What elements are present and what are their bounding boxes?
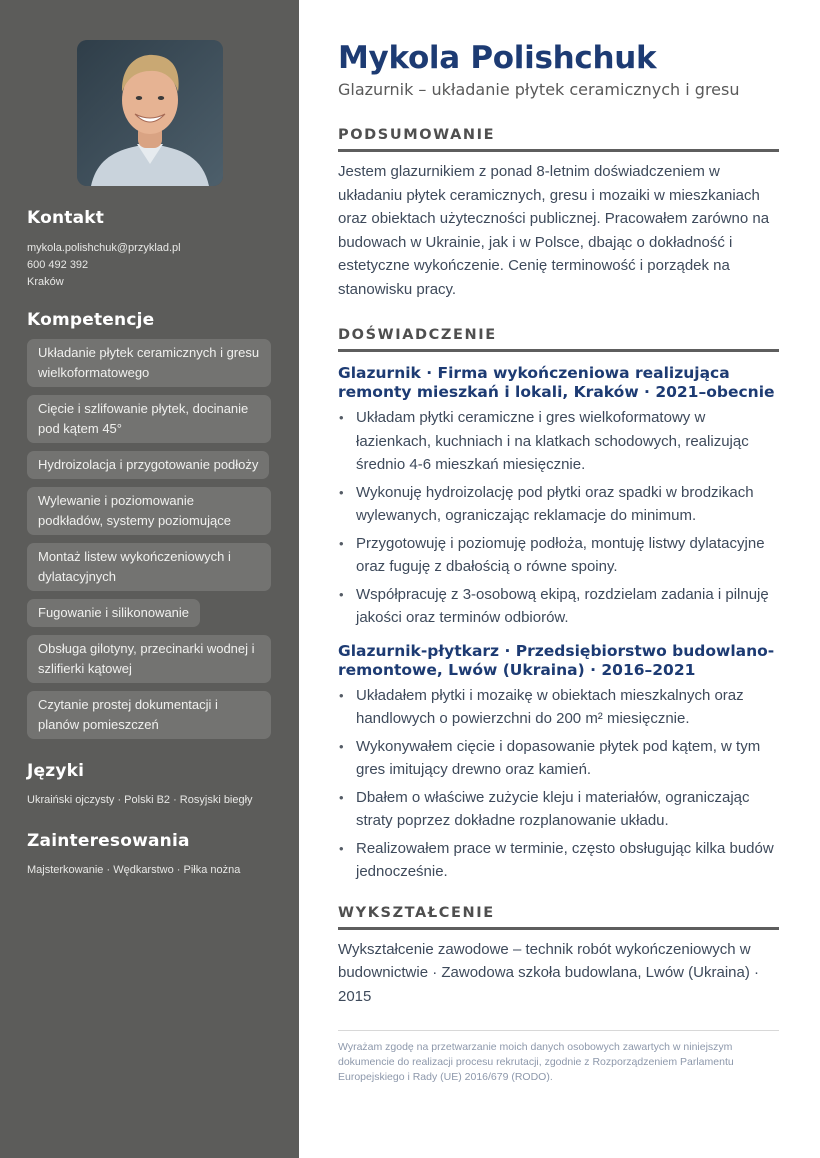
footer-divider: [338, 1030, 779, 1031]
job-bullets: [338, 406, 779, 630]
contact-email[interactable]: mykola.polishchuk@przyklad.pl: [27, 242, 181, 254]
job-title: Glazurnik-płytkarz · Przedsiębiorstwo budowlano-remontowe, Lwów (Ukraina) · 2016–2021: [338, 641, 775, 679]
job-bullets: [338, 684, 779, 884]
contact-heading: Kontakt: [27, 208, 105, 228]
languages-text: Ukraiński ojczysty · Polski B2 · Rosyjski biegły: [27, 794, 253, 806]
summary-text: Jestem glazurnikiem z ponad 8-letnim doświadczeniem w układaniu płytek ceramicznych, gresu i mozaiki w mieszkaniach oraz obiektach użyteczności publicznej. Pracowałem zarówno na budowach w Ukrainie, jak i w Polsce, dbając o dokładność i estetyczne wykończenie. Cenię terminowość i porządek na stanowisku pracy.: [338, 163, 770, 298]
job-bullet: • Przygotowuję i poziomuję podłoża, montuję listwy dylatacyjne oraz fuguję z dbałością o równe spoiny.: [338, 532, 779, 579]
competency-chip: Wylewanie i poziomowanie podkładów, systemy poziomujące: [27, 487, 271, 535]
candidate-role: Glazurnik – układanie płytek ceramicznych i gresu: [338, 80, 740, 99]
sidebar: [0, 0, 299, 1158]
job-bullet: • Układałem płytki i mozaikę w obiektach mieszkalnych oraz handlowych o powierzchni do 200 m² miesięcznie.: [338, 684, 779, 731]
candidate-name: Mykola Polishchuk: [338, 40, 657, 76]
interests-text: Majsterkowanie · Wędkarstwo · Piłka nożna: [27, 864, 241, 876]
profile-photo: [77, 40, 223, 186]
job-bullet: • Wykonuję hydroizolację pod płytki oraz spadki w brodzikach wylewanych, ograniczając reklamacje do minimum.: [338, 481, 779, 528]
languages-heading: Języki: [27, 761, 85, 781]
job-bullet: • Układam płytki ceramiczne i gres wielkoformatowy w łazienkach, kuchniach i na klatkach schodowych, realizując średnio 4-6 mieszkań miesięcznie.: [338, 406, 779, 477]
competencies-heading: Kompetencje: [27, 310, 155, 330]
competency-chip: Hydroizolacja i przygotowanie podłoży: [27, 451, 269, 479]
competency-chip: Układanie płytek ceramicznych i gresu wielkoformatowego: [27, 339, 271, 387]
contact-list: [27, 240, 272, 291]
education-heading: WYKSZTAŁCENIE: [338, 905, 779, 930]
main-content: [338, 38, 779, 1085]
job-entry: [338, 364, 779, 630]
job-bullet: • Współpracuję z 3-osobową ekipą, rozdzielam zadania i pilnuję jakości oraz terminów odbiorów.: [338, 583, 779, 630]
competency-chip: Montaż listew wykończeniowych i dylatacyjnych: [27, 543, 271, 591]
competency-chip: Obsługa gilotyny, przecinarki wodnej i szlifierki kątowej: [27, 635, 271, 683]
experience-heading: DOŚWIADCZENIE: [338, 327, 779, 352]
competencies-list: [27, 339, 272, 747]
job-entry: [338, 642, 779, 884]
contact-city: Kraków: [27, 276, 64, 288]
competency-chip: Czytanie prostej dokumentacji i planów pomieszczeń: [27, 691, 271, 739]
gdpr-consent: Wyrażam zgodę na przetwarzanie moich danych osobowych zawartych w niniejszym dokumencie do realizacji procesu rekrutacji, zgodnie z Rozporządzeniem Parlamentu Europejskiego i Rady (UE) 2016/679 (RODO).: [338, 1041, 734, 1083]
competency-chip: Fugowanie i silikonowanie: [27, 599, 200, 627]
interests-heading: Zainteresowania: [27, 831, 190, 851]
job-title: Glazurnik · Firma wykończeniowa realizująca remonty mieszkań i lokali, Kraków · 2021–obecnie: [338, 364, 775, 401]
job-bullet: • Realizowałem prace w terminie, często obsługując kilka budów jednocześnie.: [338, 837, 779, 884]
education-text: Wykształcenie zawodowe – technik robót wykończeniowych w budownictwie · Zawodowa szkoła budowlana, Lwów (Ukraina) · 2015: [338, 940, 760, 1005]
summary-heading: PODSUMOWANIE: [338, 127, 779, 152]
portrait-image: [77, 40, 223, 186]
competency-chip: Cięcie i szlifowanie płytek, docinanie pod kątem 45°: [27, 395, 271, 443]
job-bullet: • Wykonywałem cięcie i dopasowanie płytek pod kątem, w tym gres imitujący drewno oraz kamień.: [338, 735, 779, 782]
contact-phone[interactable]: 600 492 392: [27, 259, 89, 271]
job-bullet: • Dbałem o właściwe zużycie kleju i materiałów, ograniczając straty poprzez dokładne rozplanowanie układu.: [338, 786, 779, 833]
